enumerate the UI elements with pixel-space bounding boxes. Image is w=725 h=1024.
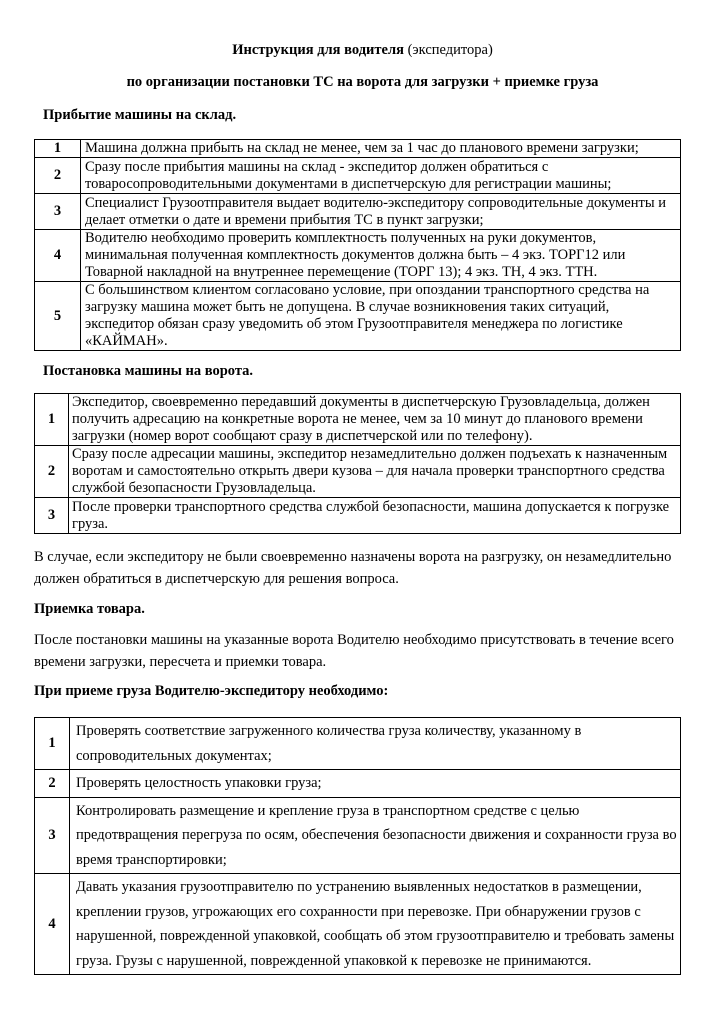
row-number: 3: [35, 194, 81, 230]
row-text: Контролировать размещение и крепление груза в транспортном средстве с целью предотвращения перегруза по осям, обеспечения безопасности движения и сохранности груза во время транспортировки;: [70, 797, 681, 874]
row-text: Давать указания грузоотправителю по устранению выявленных недостатков в размещении, креплении грузов, угрожающих его сохранности при перевозке. При обнаружении грузов с нарушенной, поврежденной упаковкой, сообщать об этом грузоотправителю и требовать замены груза. Грузы с нарушенной, поврежденной упаковкой к перевозке не принимаются.: [70, 874, 681, 975]
table-row: [35, 158, 681, 194]
section-acceptance-heading: Приемка товара.: [34, 601, 145, 617]
arrival-table: [34, 139, 681, 351]
row-text: Проверять соответствие загруженного количества груза количеству, указанному в сопроводительных документах;: [70, 718, 681, 770]
table-row: [35, 498, 681, 534]
table-row: [35, 797, 681, 874]
row-text: Сразу после прибытия машины на склад - экспедитор должен обратиться с товаросопроводительными документами в диспетчерскую для регистрации машины;: [81, 158, 681, 194]
row-text: Водителю необходимо проверить комплектность полученных на руки документов, минимальная полученная комплектность документов должна быть – 4 экз. ТОРГ12 или Товарной накладной на внутреннее перемещение (ТОРГ 13); 4 экз. ТН, 4 экз. ТТН.: [81, 230, 681, 282]
row-number: 5: [35, 282, 81, 351]
table-row: [35, 394, 681, 446]
table-row: [35, 230, 681, 282]
acceptance-table: [34, 717, 681, 975]
acceptance-paragraph: После постановки машины на указанные ворота Водителю необходимо присутствовать в течение всего времени загрузки, пересчета и приемки товара.: [34, 632, 674, 670]
row-number: 4: [35, 874, 70, 975]
gates-note: В случае, если экспедитору не были своевременно назначены ворота на разгрузку, он незамедлительно должен обратиться в диспетчерскую для решения вопроса.: [34, 549, 672, 587]
table-row: [35, 282, 681, 351]
row-text: С большинством клиентом согласовано условие, при опоздании транспортного средства на загрузку машина может быть не допущена. В случае возникновения таких ситуаций, экспедитор обязан сразу уведомить об этом Грузоотправителя менеджера по логистике «КАЙМАН».: [81, 282, 681, 351]
document-subtitle: по организации постановки ТС на ворота для загрузки + приемке груза: [126, 74, 599, 90]
row-text: Экспедитор, своевременно передавший документы в диспетчерскую Грузовладельца, должен получить адресацию на конкретные ворота не менее, чем за 10 минут до планового времени загрузки (номер ворот сообщают сразу в диспетчерской или по телефону).: [69, 394, 681, 446]
row-text: Машина должна прибыть на склад не менее, чем за 1 час до планового времени загрузки;: [81, 140, 681, 158]
row-number: 1: [35, 394, 69, 446]
row-number: 4: [35, 230, 81, 282]
row-number: 3: [35, 498, 69, 534]
row-text: После проверки транспортного средства службой безопасности, машина допускается к погрузке груза.: [69, 498, 681, 534]
row-number: 2: [35, 770, 70, 798]
table-row: [35, 140, 681, 158]
section-arrival-heading: Прибытие машины на склад.: [43, 107, 237, 123]
row-text: Сразу после адресации машины, экспедитор незамедлительно должен подъехать к назначенным воротам и самостоятельно открыть двери кузова – для начала проверки транспортного средства службой безопасности Грузовладельца.: [69, 446, 681, 498]
table-row: [35, 770, 681, 798]
title-paren: (экспедитора): [403, 42, 493, 58]
table-row: [35, 718, 681, 770]
table-row: [35, 446, 681, 498]
row-number: 2: [35, 158, 81, 194]
row-number: 3: [35, 797, 70, 874]
section-gates-heading: Постановка машины на ворота.: [43, 363, 254, 379]
title-bold: Инструкция для водителя: [232, 42, 404, 58]
acceptance-subheading: При приеме груза Водителю-экспедитору необходимо:: [34, 683, 389, 699]
row-text: Специалист Грузоотправителя выдает водителю-экспедитору сопроводительные документы и делает отметки о дате и времени прибытия ТС в пункт загрузки;: [81, 194, 681, 230]
table-row: [35, 874, 681, 975]
row-text: Проверять целостность упаковки груза;: [70, 770, 681, 798]
row-number: 1: [35, 718, 70, 770]
gates-table: [34, 393, 681, 534]
table-row: [35, 194, 681, 230]
document-title: [0, 42, 725, 59]
row-number: 1: [35, 140, 81, 158]
row-number: 2: [35, 446, 69, 498]
